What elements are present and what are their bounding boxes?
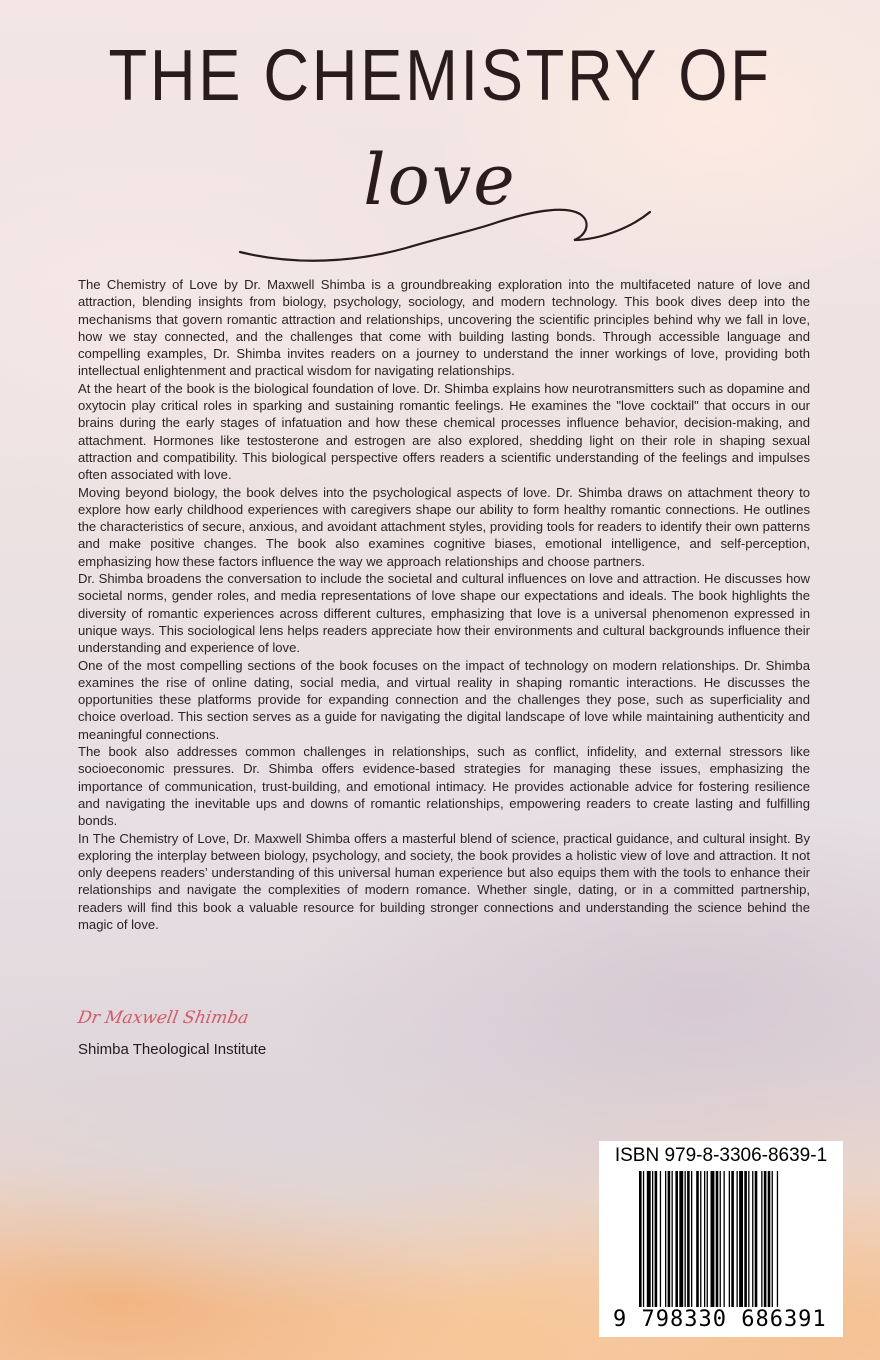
barcode-bar xyxy=(716,1171,719,1307)
barcode-bar xyxy=(764,1171,767,1307)
barcode-bar xyxy=(700,1171,701,1307)
barcode-bar xyxy=(739,1171,743,1307)
barcode-bar xyxy=(752,1171,753,1307)
barcode-bar xyxy=(755,1171,758,1307)
publisher-name: Shimba Theological Institute xyxy=(78,1041,267,1058)
paragraph-culture: Dr. Shimba broadens the conversation to include the societal and cultural influences on love and attraction. He discusses how societal norms, gender roles, and media representations of love shape our expectations and ideals. The book highlights the diversity of romantic experiences across different cultures, emphasizing that love is a universal phenomenon expressed in unique ways. This sociological lens helps readers appreciate how their environments and cultural backgrounds influence their understanding and experience of love. xyxy=(78,571,810,656)
barcode-bar xyxy=(685,1171,686,1307)
barcode-bar xyxy=(777,1171,778,1307)
barcode-bar xyxy=(704,1171,705,1307)
paragraph-technology: One of the most compelling sections of the book focuses on the impact of technology on modern relationships. Dr. Shimba examines the rise of online dating, social media, and virtual reality in shaping romantic interactions. He discusses the opportunities these platforms provide for expanding connection and the challenges they pose, such as superficiality and choice overload. This section serves as a guide for navigating the digital landscape of love while maintaining authenticity and meaningful connections. xyxy=(78,657,810,742)
barcode-bar xyxy=(679,1171,683,1307)
barcode-bar xyxy=(724,1171,725,1307)
barcode-bar xyxy=(737,1171,738,1307)
barcode-bar xyxy=(691,1171,692,1307)
author-signature: Dr Maxwell Shimba xyxy=(76,1008,251,1028)
barcode-bar xyxy=(687,1171,690,1307)
barcode-bars xyxy=(639,1171,839,1307)
barcode-bar xyxy=(696,1171,699,1307)
barcode-bar xyxy=(748,1171,749,1307)
barcode-bar xyxy=(707,1171,708,1307)
back-cover-description xyxy=(78,276,810,933)
barcode-digits: 9 798330 686391 xyxy=(613,1307,827,1332)
barcode-bar xyxy=(665,1171,666,1307)
barcode-bar xyxy=(647,1171,651,1307)
paragraph-psychology: Moving beyond biology, the book delves into the psychological aspects of love. Dr. Shimba draws on attachment theory to explore how early childhood experiences with caregivers shape our ability to form healthy romantic connections. He outlines the characteristics of secure, anxious, and avoidant attachment styles, providing tools for readers to identify their own patterns and make positive changes. The book also examines cognitive biases, emotional intelligence, and self-perception, emphasizing how these factors influence the way we approach relationships and choose partners. xyxy=(78,484,810,569)
barcode-bar xyxy=(668,1171,671,1307)
isbn-barcode-box xyxy=(599,1141,843,1337)
barcode-bar xyxy=(652,1171,653,1307)
paragraph-challenges: The book also addresses common challenges in relationships, such as conflict, infidelity, and external stressors like socioeconomic pressures. Dr. Shimba offers evidence-based strategies for managing these issues, emphasizing the importance of communication, trust-building, and emotional intimacy. He provides actionable advice for fostering resilience and navigating the inevitable ups and downs of romantic relationships, empowering readers to create lasting and fulfilling bonds. xyxy=(78,744,810,829)
barcode-bar xyxy=(672,1171,673,1307)
barcode-bar xyxy=(675,1171,678,1307)
barcode-bar xyxy=(660,1171,661,1307)
barcode-bar xyxy=(639,1171,642,1307)
book-title: THE CHEMISTRY OF xyxy=(108,36,772,116)
barcode-bar xyxy=(655,1171,658,1307)
paragraph-intro: The Chemistry of Love by Dr. Maxwell Shimba is a groundbreaking exploration into the multifaceted nature of love and attraction, blending insights from biology, psychology, sociology, and modern technology. This book dives deep into the mechanisms that govern romantic attraction and relationships, uncovering the scientific principles behind why we fall in love, how we stay connected, and the challenges that come with building lasting bonds. Through accessible language and compelling examples, Dr. Shimba invites readers on a journey to understand the inner workings of love, providing both intellectual enlightenment and practical wisdom for navigating relationships. xyxy=(78,277,810,379)
love-flourish-decoration xyxy=(236,200,656,270)
barcode-bar xyxy=(744,1171,747,1307)
title-script-word: love xyxy=(363,139,517,221)
barcode-bar xyxy=(731,1171,734,1307)
barcode-bar xyxy=(761,1171,762,1307)
barcode-bar xyxy=(768,1171,771,1307)
barcode-bar xyxy=(711,1171,715,1307)
barcode-bar xyxy=(720,1171,721,1307)
paragraph-conclusion: In The Chemistry of Love, Dr. Maxwell Shimba offers a masterful blend of science, practical guidance, and cultural insight. By exploring the interplay between biology, psychology, and society, the book provides a holistic view of love and attraction. It not only deepens readers’ understanding of this universal human experience but also equips them with the tools to enhance their relationships and navigate the complexities of modern romance. Whether single, dating, or in a committed partnership, readers will find this book a valuable resource for building stronger connections and understanding the science behind the magic of love. xyxy=(78,830,810,932)
barcode-bar xyxy=(772,1171,773,1307)
barcode-bar xyxy=(729,1171,730,1307)
isbn-label: ISBN 979-8-3306-8639-1 xyxy=(614,1145,828,1166)
barcode-bar xyxy=(643,1171,644,1307)
paragraph-biology: At the heart of the book is the biological foundation of love. Dr. Shimba explains how neurotransmitters such as dopamine and oxytocin play critical roles in sparking and sustaining romantic feelings. He examines the "love cocktail" that occurs in our brains during the early stages of infatuation and how these chemical processes influence behavior, decision-making, and attachment. Hormones like testosterone and estrogen are also explored, shedding light on their role in shaping sexual attraction and compatibility. This biological perspective offers readers a scientific understanding of the feelings and impulses often associated with love. xyxy=(78,380,810,483)
